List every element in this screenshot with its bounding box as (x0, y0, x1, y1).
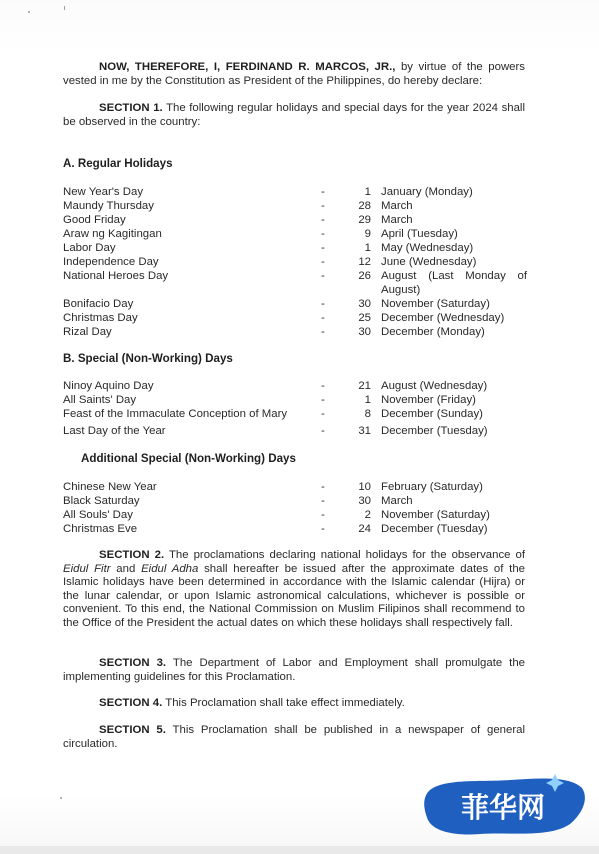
holiday-row (63, 200, 533, 214)
holiday-row (63, 509, 533, 523)
preamble-text: by virtue of the powers vested in me by the Constitution as President of the Philippines, do hereby declare: (63, 61, 525, 87)
holiday-day: 1 (364, 186, 371, 198)
additional-days-heading: Additional Special (Non-Working) Days (81, 452, 296, 465)
holiday-dash: - (321, 394, 325, 407)
section-1-text: The following regular holidays and special days for the year 2024 shall be observed in the country: (63, 102, 525, 128)
holiday-dash: - (321, 326, 325, 338)
holiday-name: Black Saturday (63, 495, 140, 507)
holiday-day: 1 (364, 242, 371, 254)
holiday-row (63, 408, 533, 422)
holiday-name: Labor Day (63, 242, 116, 254)
section-5-text: This Proclamation shall be published in a newspaper of general circulation. (63, 724, 525, 750)
holiday-dash: - (321, 424, 325, 437)
holiday-day: 26 (358, 270, 371, 282)
section-4-text: This Proclamation shall take effect immediately. (165, 697, 405, 709)
holiday-month: December (Tuesday) (381, 424, 488, 437)
preamble-bold: NOW, THEREFORE, I, FERDINAND R. MARCOS, JR., (99, 61, 396, 73)
section-5-label: SECTION 5. (99, 724, 166, 736)
holiday-dash: - (321, 523, 325, 535)
holiday-dash: - (321, 270, 325, 282)
holiday-dash: - (321, 256, 325, 268)
holiday-dash: - (321, 495, 325, 507)
section-2-text-2: shall hereafter be issued after the approximate dates of the Islamic holidays have been determined in accordance with the Islamic calendar (Hijra) or the lunar calendar, or upon Islamic astronomical calculations, whichever is possible or convenient. To this end, the National Commission on Muslim Filipinos shall recommend to the Office of the President the actual dates on which these holidays shall respectively fall. (63, 562, 525, 629)
holiday-month: March (381, 495, 413, 507)
holiday-day: 9 (364, 228, 371, 240)
holiday-dash: - (321, 242, 325, 254)
holiday-month: August (Wednesday) (381, 380, 488, 392)
holiday-month: March (381, 200, 413, 212)
section-3-label: SECTION 3. (99, 657, 167, 669)
holiday-month: January (Monday) (381, 186, 473, 198)
holiday-day: 25 (358, 312, 371, 324)
eidul-fitr: Eidul Fitr (63, 562, 111, 575)
holiday-month: March (381, 214, 413, 226)
holiday-name: Christmas Eve (63, 523, 138, 535)
holiday-dash: - (321, 228, 325, 240)
holiday-row (63, 214, 533, 228)
holiday-name: Maundy Thursday (63, 200, 154, 212)
holiday-month: November (Saturday) (381, 509, 490, 521)
section-2-text-1: The proclamations declaring national holidays for the observance of (168, 549, 525, 561)
holiday-row (63, 495, 533, 509)
special-days-heading: B. Special (Non-Working) Days (63, 352, 233, 365)
holiday-row (63, 228, 533, 242)
site-watermark-logo (420, 772, 590, 842)
section-3-paragraph (63, 657, 525, 684)
holiday-day: 12 (358, 256, 371, 268)
holiday-month: April (Tuesday) (381, 228, 458, 240)
holiday-day: 30 (358, 495, 371, 507)
holiday-day: 2 (364, 509, 371, 521)
holiday-month: December (Monday) (381, 326, 485, 338)
scan-speck (60, 797, 62, 799)
holiday-day: 31 (358, 424, 371, 437)
holiday-day: 24 (358, 523, 371, 535)
holiday-name: Chinese New Year (63, 481, 157, 493)
section-1-label: SECTION 1. (99, 102, 163, 114)
holiday-row (63, 312, 533, 326)
holiday-name: Last Day of the Year (63, 424, 166, 437)
holiday-name: Bonifacio Day (63, 298, 134, 310)
holiday-day: 30 (358, 326, 371, 338)
section-2-label: SECTION 2. (99, 549, 165, 561)
section-1-paragraph (63, 102, 525, 129)
holiday-row (63, 523, 533, 537)
holiday-day: 10 (358, 481, 371, 493)
holiday-month: December (Sunday) (381, 408, 483, 421)
holiday-row (63, 270, 533, 296)
holiday-day: 21 (358, 380, 371, 392)
eidul-adha: Eidul Adha (141, 562, 199, 575)
holiday-month: August (Last Monday of August) (381, 270, 527, 296)
holiday-name: Araw ng Kagitingan (63, 228, 162, 240)
holiday-row (63, 242, 533, 256)
holiday-name: All Souls' Day (63, 509, 133, 521)
holiday-day: 30 (358, 298, 371, 310)
holiday-day: 1 (364, 394, 371, 407)
holiday-name: Ninoy Aquino Day (63, 380, 154, 392)
holiday-row (63, 186, 533, 200)
holiday-month: February (Saturday) (381, 481, 483, 493)
holiday-name: Good Friday (63, 214, 126, 226)
section-5-paragraph (63, 724, 525, 751)
holiday-dash: - (321, 380, 325, 392)
section-2-paragraph (63, 549, 525, 631)
holiday-month: December (Tuesday) (381, 523, 488, 535)
holiday-dash: - (321, 408, 325, 421)
holiday-day: 28 (358, 200, 371, 212)
holiday-row (63, 326, 533, 340)
holiday-name: All Saints' Day (63, 394, 137, 407)
holiday-row (63, 425, 533, 439)
section-2-and: and (116, 562, 136, 575)
holiday-name: Christmas Day (63, 312, 138, 324)
holiday-month: November (Saturday) (381, 298, 490, 310)
holiday-dash: - (321, 214, 325, 226)
section-4-paragraph (63, 697, 525, 711)
holiday-dash: - (321, 481, 325, 493)
preamble-paragraph (63, 61, 525, 88)
holiday-name: National Heroes Day (63, 270, 169, 282)
section-4-label: SECTION 4. (99, 697, 163, 709)
holiday-row (63, 481, 533, 495)
logo-text: 菲华网 (460, 791, 546, 824)
holiday-name: New Year's Day (63, 186, 144, 198)
holiday-dash: - (321, 312, 325, 324)
section-3-text: The Department of Labor and Employment shall promulgate the implementing guidelines for this Proclamation. (63, 657, 525, 683)
holiday-name: Feast of the Immaculate Conception of Mary (63, 408, 288, 421)
holiday-dash: - (321, 509, 325, 521)
page-bottom-strip (0, 846, 599, 854)
holiday-day: 29 (358, 214, 371, 226)
holiday-row (63, 256, 533, 270)
holiday-row (63, 298, 533, 312)
holiday-dash: - (321, 298, 325, 310)
holiday-row (63, 380, 533, 394)
scan-speck (64, 6, 65, 10)
holiday-day: 8 (364, 408, 371, 421)
scan-speck (28, 11, 30, 13)
holiday-month: May (Wednesday) (381, 242, 474, 254)
holiday-name: Rizal Day (63, 326, 112, 338)
regular-holidays-heading: A. Regular Holidays (63, 157, 173, 170)
holiday-dash: - (321, 200, 325, 212)
holiday-row (63, 394, 533, 408)
holiday-dash: - (321, 186, 325, 198)
holiday-name: Independence Day (63, 256, 159, 268)
holiday-month: June (Wednesday) (381, 256, 477, 268)
holiday-month: December (Wednesday) (381, 312, 505, 324)
holiday-month: November (Friday) (381, 394, 476, 407)
